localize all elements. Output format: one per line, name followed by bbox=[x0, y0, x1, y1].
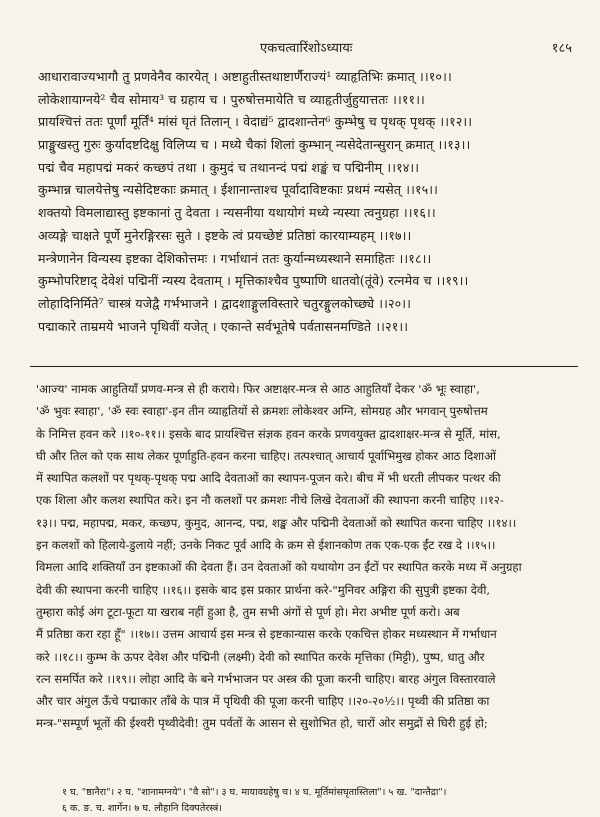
verse-line: पद्माकारे ताम्रमये भाजने पृथिवीं यजेत् । एकान्ते सर्वभूतेषे पर्वतासनमण्डिते ।।२१।। bbox=[38, 318, 409, 334]
verse-line: कुम्भोपरिष्टाद् देवेशं पद्मिनीं न्यस्य देवताम् । मृत्तिकाश्चैव पुष्पाणि धातवो(तूंवे) रत्नमेव च ।।१९।। bbox=[38, 273, 469, 289]
commentary-line: १३।। पद्म, महापद्म, मकर, कच्छप, कुमुद, आनन्द, पद्म, शङ्ख और पद्मिनी देवताओं को स्थापित करना चाहिए ।।१४।। bbox=[36, 515, 517, 530]
verse-line: कुम्भान्न चालयेत्तेषु न्यसेदिष्टकाः क्रमात् । ईशानान्ताश्च पूर्वादाविष्टकाः प्रथमं न्यसेत् ।।१५।। bbox=[38, 182, 439, 198]
commentary-line: करे ।।१८।। कुम्भ के ऊपर देवेश और पद्मिनी (लक्ष्मी) देवी को स्थापित करके मृत्तिका (मिट्टी), पुष्प, धातु और bbox=[36, 649, 485, 664]
hindi-commentary bbox=[36, 378, 580, 735]
commentary-line: और चार अंगुल ऊँचे पद्माकार ताँबे के पात्र में पृथिवी की पूजा करनी चाहिए ।।२०-२०½।। पृथ्वी की प्रतिष्ठा का bbox=[36, 694, 490, 709]
verse-line: प्रायश्चित्तं ततः पूर्णां मूर्तिं⁴ मांसं घृतं तिलान् । वेदाद्यं⁵ द्वादशान्तेन⁶ कुम्भेषु च पृथक् पृथक् ।।१२।। bbox=[38, 114, 473, 130]
verse-line: शक्तयो विमलाद्यास्तु इष्टकानां तु देवता । न्यसनीया यथायोगं मध्ये न्यस्या त्वनुग्रहा ।।१६।। bbox=[38, 205, 436, 221]
verse-line: अव्यङ्गे चाक्षते पूर्णे मुनेरङ्गिरसः सुते । इष्टके त्वं प्रयच्छेष्टं प्रतिष्ठां कारयाम्यहम् ।।१७।। bbox=[38, 227, 412, 243]
footnote-line: १ घ. "ष्ठानैरा"। २ घ. "शानामग्नये"। "वै सो"। ३ घ. मायावग्रहेषु च। ४ घ. मूर्तिमांसघृतास्तिला"। ५ ख. "दान्तैद्रा"। bbox=[62, 787, 447, 798]
commentary-line: इन कलशों को हिलाये-डुलाये नहीं; उनके निकट पूर्व आदि के क्रम से ईशानकोण तक एक-एक ईंट रख दे ।।१५।। bbox=[36, 538, 496, 553]
verse-line: आधारावाज्यभागौ तु प्रणवेनैव कारयेत् । अष्टाहुतीस्तथाष्टार्णैराज्यं¹ व्याहृतिभिः क्रमात् ।।१०।। bbox=[38, 69, 452, 84]
commentary-line: घी और तिल को एक साथ लेकर पूर्णाहुति-हवन करना चाहिए। तत्पश्चात् आचार्य पूर्वाभिमुख होकर आठ दिशाओं bbox=[36, 448, 496, 463]
commentary-line: 'आज्य' नामक आहुतियाँ प्रणव-मन्त्र से ही कराये। फिर अष्टाक्षर-मन्त्र से आठ आहुतियाँ देकर 'ॐ भूः स्वाहा', bbox=[36, 382, 480, 396]
commentary-line: विमला आदि शक्तियाँ उन इष्टकाओं की देवता हैं। उन देवताओं को यथायोग उन ईंटों पर स्थापित करके मध्य में अनुग्रहा bbox=[36, 560, 522, 575]
verse-line: प्राङ्मुखस्तु गुरुः कुर्यादष्टदिक्षु विलिप्य च । मध्ये चैकां शिलां कुम्भान् न्यसेदेतान्सुरान् क्रमात् ।।१३।। bbox=[38, 137, 471, 153]
commentary-line: तुम्हारा कोई अंग टूटा-फूटा या खराब नहीं हुआ है, तुम सभी अंगों से पूर्ण हो। मेरा अभीष्ट पूर्ण करो। अब bbox=[36, 604, 460, 619]
commentary-line: 'ॐ भुवः स्वाहा', 'ॐ स्वः स्वाहा'-इन तीन व्याहृतियों से क्रमशः लोकेश्वर अग्नि, सोमग्रह और भगवान् पुरुषोत्तम bbox=[36, 404, 488, 419]
sanskrit-verses bbox=[38, 66, 578, 338]
page-number: १८५ bbox=[551, 41, 572, 56]
commentary-line: मैं प्रतिष्ठा करा रहा हूँ" ।।१७।। उत्तम आचार्य इस मन्त्र से इष्टकान्यास करके एकचित्त होकर मध्यस्थान में गर्भाधान bbox=[36, 627, 497, 642]
commentary-line: के निमित्त हवन करे ।।१०-११।। इसके बाद प्रायश्चित्त संज्ञक हवन करके प्रणवयुक्त द्वादशाक्षर-मन्त्र से मूर्ति, मांस, bbox=[36, 426, 501, 441]
verse-line: पद्मं चैव महापद्मं मकरं कच्छपं तथा । कुमुदं च तथानन्दं पद्मं शङ्खं च पद्मिनीम् ।।१४।। bbox=[38, 159, 420, 175]
commentary-line: एक शिला और कलश स्थापित करे। इन नौ कलशों पर क्रमशः नीचे लिखे देवताओं की स्थापना करनी चाहिए ।।१२- bbox=[36, 493, 504, 508]
commentary-line: रत्न समर्पित करे ।।१९।। लोहा आदि के बने गर्भभाजन पर अस्त्र की पूजा करनी चाहिए। बारह अंगुल विस्तारवाले bbox=[36, 671, 496, 686]
commentary-line: देवी की स्थापना करनी चाहिए ।।१६।। इसके बाद इस प्रकार प्रार्थना करे-"मुनिवर अङ्गिरा की सुपुत्री इष्टका देवी, bbox=[36, 582, 491, 597]
section-divider bbox=[30, 366, 578, 367]
commentary-line: में स्थापित कलशों पर पृथक्-पृथक् पद्म आदि देवताओं का स्थापन-पूजन करे। बीच में भी धरती लीपकर पत्थर की bbox=[36, 471, 501, 486]
footnotes bbox=[62, 785, 582, 817]
verse-line: लोकेशायाग्नये² चैव सोमाय³ च ग्रहाय च । पुरुषोत्तमायेति च व्याहृतीर्जुहुयात्ततः ।।११।। bbox=[38, 91, 425, 107]
chapter-title: एकचत्वारिंशोऽध्यायः bbox=[260, 41, 353, 56]
verse-line: लोहादिनिर्मिते⁷ चास्त्रं यजेद्वै गर्भभाजने । द्वादशाङ्गुलविस्तारे चतुरङ्गुलकोच्छ्ये ।।२०।। bbox=[38, 295, 412, 311]
verse-line: मन्त्रेणानेन विन्यस्य इष्टका देशिकोत्तमः । गर्भाधानं ततः कुर्यान्मध्यस्थाने समाहितः ।।१८।। bbox=[38, 250, 432, 266]
page-header bbox=[0, 38, 600, 62]
footnote-line: ६ क. ङ. च. शार्गेन। ७ घ. लौहानि दिक्पतेरस्त्रं। bbox=[62, 803, 222, 814]
commentary-line: मन्त्र-"सम्पूर्ण भूतों की ईश्वरी पृथ्वीदेवी! तुम पर्वतों के आसन से सुशोभित हो, चारों ओर समुद्रों से घिरी हुई हो; bbox=[36, 716, 488, 731]
